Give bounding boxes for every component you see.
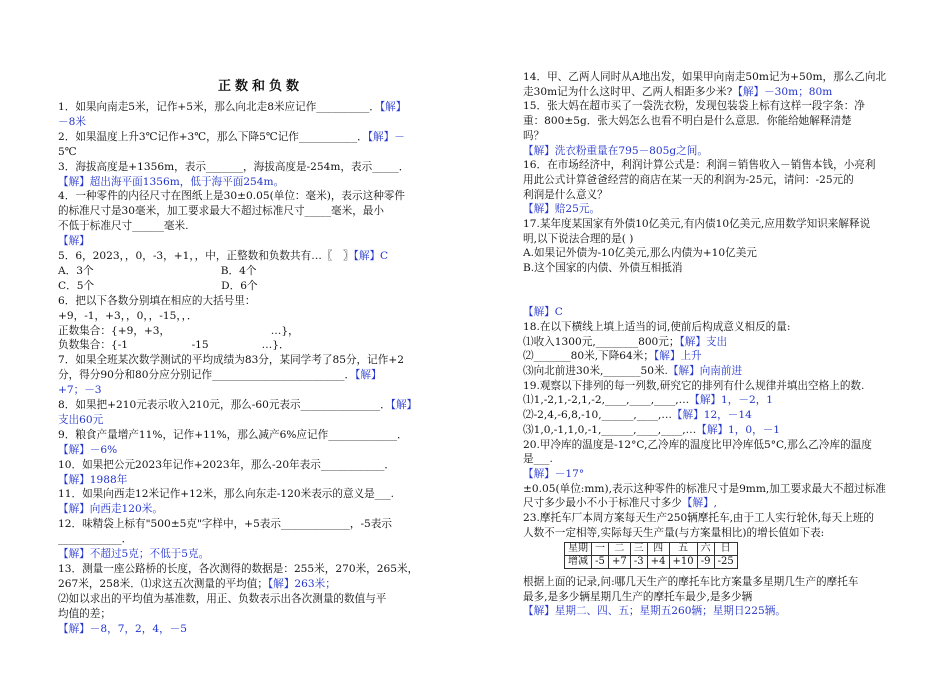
left-line [58, 160, 409, 174]
answer-text: 【解】支出 [679, 335, 728, 348]
answer-text: 【解】－ [367, 130, 405, 143]
right-line [523, 393, 773, 407]
right-line [523, 261, 682, 275]
line-text: ⑶向北前进30米,_______50米. [523, 365, 668, 377]
left-line [58, 175, 284, 189]
line-text: 11．如果向西走12米记作+12米，那么向东走-120米表示的意义是___. [58, 488, 395, 501]
right-line [523, 232, 633, 246]
line-text: 尺寸多少最小不小于标准尺寸多少 [523, 497, 682, 510]
line-text: 是___. [523, 453, 553, 466]
line-text: 20.甲冷库的温度是-12°C,乙冷库的温度比甲冷库低5°C,那么乙冷库的温度 [523, 438, 872, 451]
line-text: 的标准尺寸是30毫米，加工要求最大不超过标准尺寸_____毫米，最小 [58, 205, 384, 218]
answer-text: 【解】 [58, 235, 90, 248]
answer-text: 【解】超出海平面1356m，低于海平面254m。 [58, 175, 285, 188]
left-line [58, 368, 382, 382]
line-text: 14．甲、乙两人同时从A地出发，如果甲向南走50m记为+50m，那么乙向北 [523, 71, 887, 83]
tail-line [523, 575, 858, 589]
table-cell: -3 [630, 556, 647, 569]
left-line [58, 309, 198, 323]
answer-text: 【解】 [355, 369, 382, 382]
line-text: 根据上面的记录,问:哪几天生产的摩托车比方案量多星期几生产的摩托车 [523, 576, 859, 588]
right-line [523, 408, 752, 422]
line-text: 7．如果全班某次数学测试的平均成绩为83分，某同学考了85分，记作+2 [58, 354, 404, 367]
line-text: ⑵如以求出的平均值为基准数，用正、负数表示出各次测量的数值与平 [58, 592, 387, 605]
left-line [58, 100, 406, 114]
line-text: 1．如果向南走5米，记作+5米，那么向北走8米应记作__________． [58, 101, 380, 113]
line-text: ⑵_______80米,下降64米； [523, 350, 654, 363]
right-line [523, 173, 854, 187]
line-text: A．3个 B．4个 [58, 264, 257, 277]
table-cell: 五 [669, 543, 697, 556]
line-text: 不低于标准尺寸______毫米. [58, 220, 189, 233]
line-text: 12．味精袋上标有"500±5克"字样中，+5表示_____________，-5表示 [58, 518, 392, 531]
line-text: 8．如果把+210元表示收入210元，那么-60元表示_______________． [58, 399, 391, 411]
right-line [523, 99, 865, 113]
left-line [58, 577, 336, 591]
table-cell: -9 [697, 556, 714, 569]
line-text: ⑴1,-2,1,-2,1,-2,____,____,____,… [523, 394, 690, 407]
answer-text: 【解】洗衣粉重量在795－805g之间。 [523, 144, 708, 157]
table-cell: 日 [714, 543, 737, 556]
left-line [58, 413, 103, 427]
answer-text: 【解】12，－14 [671, 409, 752, 422]
answer-text: －8米 [58, 115, 86, 128]
line-text: ⑴收入1300元,________800元； [523, 335, 680, 348]
right-line [523, 452, 553, 466]
left-line [58, 547, 209, 561]
line-text: 5．6，2023，，0，-3，+1，，中，正整数和负数共有…〖 〗 [58, 250, 354, 262]
line-text: 16．在市场经济中，利润计算公式是：利润＝销售收入－销售本钱，小亮利 [523, 159, 876, 172]
left-line [58, 189, 405, 203]
line-text: ⑶1,0,-1,1,0,-1,______,____,____,… [523, 423, 697, 436]
left-line [58, 502, 163, 516]
answer-text: 【解】－8，7，2，4，－5 [58, 622, 188, 635]
right-line [523, 438, 872, 452]
answer-text: 【解】, [681, 497, 718, 510]
line-text: 9．粮食产量增产11%，记作+11%，那么减产6%应记作_____________． [58, 428, 408, 441]
answer-text: 【解】赔25元。 [523, 203, 601, 216]
right-line [523, 158, 875, 172]
answer-text: 【解】 [379, 101, 407, 113]
line-text: 走30m记为什么这时甲、乙两人相距多少米? [523, 85, 733, 98]
answer-text: 【解】C [523, 306, 563, 319]
right-line [523, 349, 702, 363]
right-line [523, 496, 717, 510]
right-line [523, 526, 824, 540]
left-line [58, 473, 127, 487]
answer-text: 【解】－30m；80m [732, 85, 833, 98]
page-title: 正数和负数 [218, 79, 304, 94]
left-line [58, 264, 256, 278]
line-text: 利润是什么意义？ [523, 188, 608, 201]
right-line [523, 202, 600, 216]
line-text: 最多,是多少辆星期几生产的摩托车最少,是多少辆 [523, 590, 753, 603]
table-cell: -5 [592, 556, 609, 569]
table-cell: 四 [647, 543, 669, 556]
right-line [523, 114, 852, 128]
answer-text: 【解】不超过5克；不低于5克。 [58, 548, 210, 560]
answer-text: 【解】1，－2，1 [689, 394, 774, 407]
line-text: 2．如果温度上升3℃记作+3℃，那么下降5℃记作___________． [58, 130, 368, 143]
answer-text: 【解】向西走120米。 [58, 503, 163, 516]
line-text: 18.在以下横线上填上适当的词,使前后构成意义相反的量: [523, 320, 791, 333]
right-line [523, 320, 790, 334]
line-text: A.如果记外债为-10亿美元,那么内债为+10亿美元 [523, 247, 757, 260]
table-cell: +10 [669, 556, 697, 569]
line-text: 明,以下说法合理的是( ) [523, 232, 634, 245]
line-text: 负数集合：{-1 -15 …}． [58, 339, 290, 352]
left-line [58, 145, 77, 159]
table-cell: 星期 [565, 543, 592, 556]
table-cell: 增减 [565, 556, 592, 569]
line-text: 正数集合：{+9，+3， …}， [58, 324, 299, 337]
left-line [58, 443, 117, 457]
right-line [523, 129, 544, 143]
right-line [523, 70, 886, 84]
line-text: 19.观察以下排列的每一列数,研究它的排列有什么规律并填出空格上的数. [523, 379, 865, 392]
left-line [58, 219, 189, 233]
line-text: ____________． [58, 533, 133, 546]
tail-line [523, 604, 786, 618]
line-text: 分，得分90分和80分应分别记作_________________________． [58, 369, 356, 382]
line-text: 17.某年度某国家有外债10亿美元,有内债10亿美元,应用数学知识来解释说 [523, 218, 871, 230]
answer-text: 支出60元 [58, 413, 104, 426]
left-line [58, 592, 386, 606]
line-text: ⑵-2,4,-6,8,-10,______,____,… [523, 409, 672, 422]
left-line [58, 398, 417, 412]
left-line [58, 562, 418, 576]
table-cell: +7 [609, 556, 631, 569]
left-line [58, 487, 394, 501]
answer-text: 【解】1988年 [58, 473, 128, 486]
table-cell: 六 [697, 543, 714, 556]
line-text: C．5个 D．6个 [58, 279, 258, 292]
line-text: 3．海拔高度是+1356m，表示_______，海拔高度是-254m，表示_____． [58, 160, 410, 173]
table-cell: 一 [592, 543, 609, 556]
answer-text: 【解】 [390, 399, 418, 411]
table-header-row [565, 543, 738, 556]
left-line [58, 249, 388, 263]
right-line [523, 467, 584, 481]
right-line [523, 246, 757, 260]
line-text: ±0.05(单位:mm),表示这种零件的标准尺寸是9mm,加工要求最大不超过标准 [523, 482, 886, 495]
line-text: 6．把以下各数分别填在相应的大括号里： [58, 294, 256, 307]
answer-text: +7；－3 [58, 384, 102, 397]
line-text: 267米，258米．⑴求这五次测量的平均值； [58, 577, 268, 590]
right-line [523, 144, 708, 158]
line-text: 重：800±5g．张大妈怎么也看不明白是什么意思．你能给她解释清楚 [523, 115, 852, 128]
answer-text: 【解】－6% [58, 443, 118, 456]
left-line [58, 517, 392, 531]
table-cell: 二 [609, 543, 631, 556]
right-line [523, 423, 780, 437]
line-text: 13．测量一座公路桥的长度，各次测得的数据是：255米，270米，265米， [58, 562, 419, 575]
line-text: 人数不一定相等,实际每天生产量(与方案量相比)的增长值如下表: [523, 526, 825, 539]
production-table [564, 542, 738, 569]
left-line [58, 607, 111, 621]
right-line [523, 364, 742, 378]
tail-line [523, 590, 752, 604]
left-line [58, 383, 102, 397]
right-line [523, 379, 864, 393]
answer-text: 【解】上升 [653, 350, 702, 363]
line-text: 均值的差； [58, 607, 111, 620]
line-text: 15．张大妈在超市买了一袋洗衣粉，发现包装袋上标有这样一段字条：净 [523, 100, 865, 113]
answer-text: 【解】1，0，－1 [696, 423, 781, 436]
right-line [523, 217, 870, 231]
right-line [523, 305, 563, 319]
table-cell: 三 [630, 543, 647, 556]
right-line [523, 511, 874, 525]
line-text: 吗？ [523, 129, 545, 142]
left-line [58, 353, 404, 367]
line-text: 23.摩托车厂本周方案每天生产250辆摩托车,由于工人实行轮休,每天上班的 [523, 512, 875, 524]
table-cell: -25 [714, 556, 737, 569]
right-line [523, 482, 886, 496]
answer-text: 【解】－17° [523, 467, 585, 480]
line-text: 5℃ [58, 145, 77, 158]
line-text: 10．如果把公元2023年记作+2023年，那么-20年表示____________． [58, 458, 395, 471]
line-text: B.这个国家的内债、外债互相抵消 [523, 262, 683, 275]
left-line [58, 204, 384, 218]
left-line [58, 324, 299, 338]
right-line [523, 335, 727, 349]
left-line [58, 294, 255, 308]
left-line [58, 458, 395, 472]
answer-text: 【解】263米； [267, 577, 336, 590]
line-text: 用此公式计算爸爸经营的商店在某一天的利润为-25元，请问：-25元的 [523, 173, 854, 186]
answer-text: 【解】星期二、四、五；星期五260辆；星期日225辆。 [523, 605, 786, 617]
table-row [565, 556, 738, 569]
left-line [58, 428, 408, 442]
line-text: +9，-1，+3，，0，，-15，，． [58, 309, 198, 322]
left-line [58, 130, 405, 144]
answer-text: 【解】C [353, 250, 389, 262]
line-text: 4．一种零件的内径尺寸在图纸上是30±0.05(单位：毫米)，表示这种零件 [58, 190, 405, 203]
right-line [523, 85, 832, 99]
left-line [58, 234, 90, 248]
right-line [523, 188, 608, 202]
answer-text: 【解】向南前进 [667, 365, 743, 377]
table-cell: +4 [647, 556, 669, 569]
left-line [58, 279, 258, 293]
left-line [58, 532, 132, 546]
left-line [58, 338, 290, 352]
left-line [58, 622, 187, 636]
left-line [58, 115, 86, 129]
